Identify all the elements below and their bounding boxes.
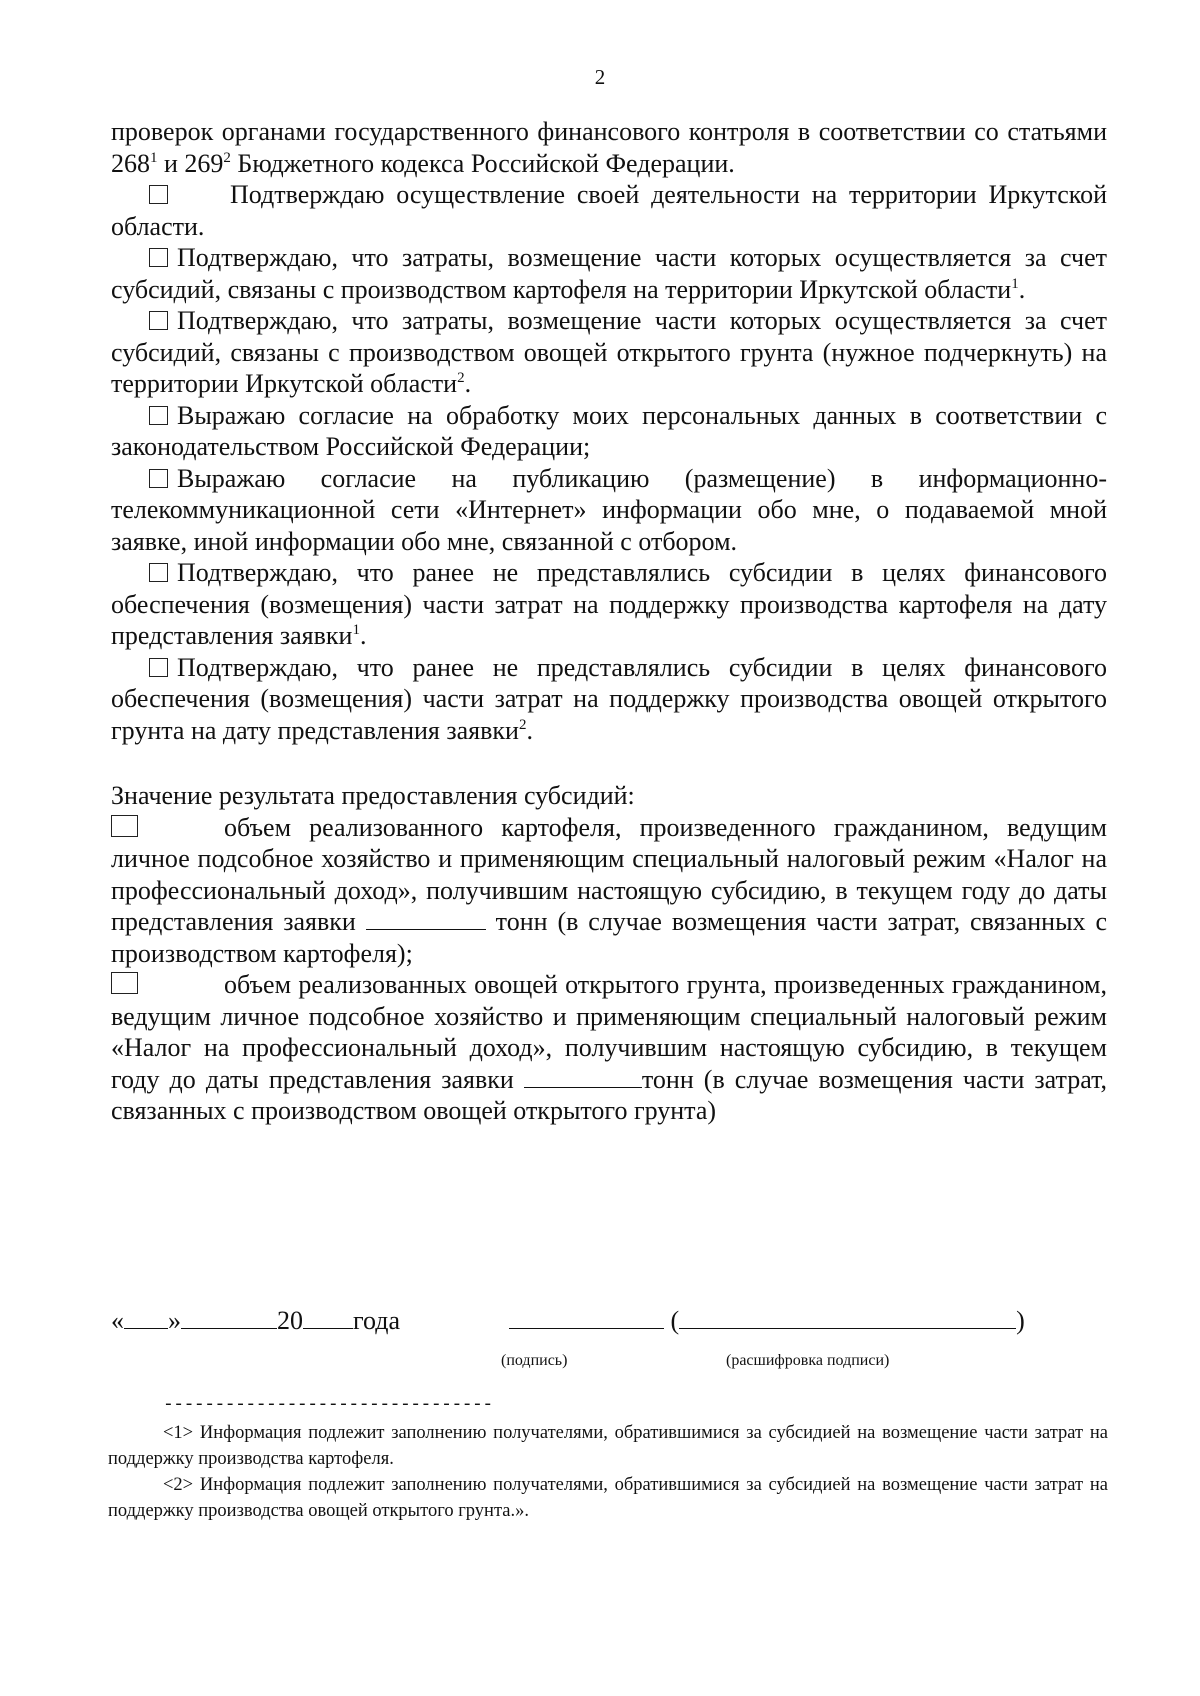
checkbox-no-potato-subsidy[interactable] <box>149 563 168 582</box>
footnote-separator: -------------------------------- <box>163 1395 493 1415</box>
confirm-no-potato-subsidy: Подтверждаю, что ранее не представлялись субсидии в целях финансового обеспечения (возмещения) части затрат на поддержку производства картофеля на дату представления заявки$^1$. <box>111 558 1107 650</box>
footnote-1: <1> Информация подлежит заполнению получателями, обратившимися за субсидией на возмещение части затрат на поддержку производства картофеля. <box>108 1423 1108 1469</box>
checkbox-result-vegetables[interactable] <box>111 972 138 994</box>
signature-decoding-caption: (расшифровка подписи) <box>726 1352 890 1369</box>
checkbox-result-potato[interactable] <box>111 815 138 837</box>
checkbox-no-vegetable-subsidy[interactable] <box>149 658 168 677</box>
signature-caption: (подпись) <box>501 1352 568 1369</box>
vegetable-tons-field[interactable] <box>524 1065 642 1088</box>
result-potato: объем реализованного картофеля, произведенного гражданином, ведущим личное подсобное хозяйство и применяющим специальный налоговый режим «Налог на профессиональный доход», получившим настоящую субсидию, в текущем году до даты представления заявки тонн (в случае возмещения части затрат, связанных с производством картофеля); <box>111 812 1107 968</box>
confirm-potato-costs: Подтверждаю, что затраты, возмещение части которых осуществляется за счет субсидий, связаны с производством картофеля на территории Иркутской области$^1$. <box>111 243 1107 304</box>
checkbox-publication[interactable] <box>149 469 168 488</box>
signature-decoding-field[interactable] <box>679 1306 1016 1329</box>
signature-block: « » 20 года ( ) (подпись) (расшифровка подписи) <box>111 1305 1107 1365</box>
month-field[interactable] <box>181 1306 277 1329</box>
result-vegetables: объем реализованных овощей открытого грунта, произведенных гражданином, ведущим личное подсобное хозяйство и применяющим специальный налоговый режим «Налог на профессиональный доход», получившим настоящую субсидию, в текущем году до даты представления заявки тонн (в случае возмещения части затрат, связанных с производством овощей открытого грунта) <box>111 970 1108 1125</box>
signature-field[interactable] <box>509 1306 664 1329</box>
consent-publication: Выражаю согласие на публикацию (размещение) в информационно-телекоммуникационной сети «Интернет» информации обо мне, о подаваемой мной заявке, иной информации обо мне, связанной с отбором. <box>111 463 1107 556</box>
paragraph-audit: проверок органами государственного финансового контроля в соответствии со статьями $268^1$ и $269^2$ Бюджетного кодекса Российской Федерации. <box>111 117 1107 178</box>
document-body <box>111 116 1107 1127</box>
checkbox-potato-costs[interactable] <box>149 248 168 267</box>
checkbox-territory[interactable] <box>149 185 168 204</box>
confirm-no-vegetable-subsidy: Подтверждаю, что ранее не представлялись субсидии в целях финансового обеспечения (возмещения) части затрат на поддержку производства овощей открытого грунта на дату представления заявки$^2$. <box>111 652 1107 745</box>
page-number: 2 <box>594 65 606 89</box>
footnotes <box>108 1420 1108 1524</box>
year-field[interactable] <box>303 1306 353 1329</box>
potato-tons-field[interactable] <box>366 907 486 930</box>
confirm-vegetable-costs: Подтверждаю, что затраты, возмещение части которых осуществляется за счет субсидий, связаны с производством овощей открытого грунта (нужное подчеркнуть) на территории Иркутской области$^2$. <box>111 306 1107 398</box>
result-heading: Значение результата предоставления субсидий: <box>111 781 635 810</box>
checkbox-personal-data[interactable] <box>149 406 168 425</box>
footnote-2: <2> Информация подлежит заполнению получателями, обратившимися за субсидией на возмещение части затрат на поддержку производства овощей открытого грунта.». <box>108 1475 1108 1521</box>
consent-personal-data: Выражаю согласие на обработку моих персональных данных в соответствии с законодательством Российской Федерации; <box>111 400 1107 461</box>
confirm-territory: Подтверждаю осуществление своей деятельности на территории Иркутской области. <box>111 180 1107 241</box>
checkbox-vegetable-costs[interactable] <box>149 311 168 330</box>
day-field[interactable] <box>124 1306 168 1329</box>
